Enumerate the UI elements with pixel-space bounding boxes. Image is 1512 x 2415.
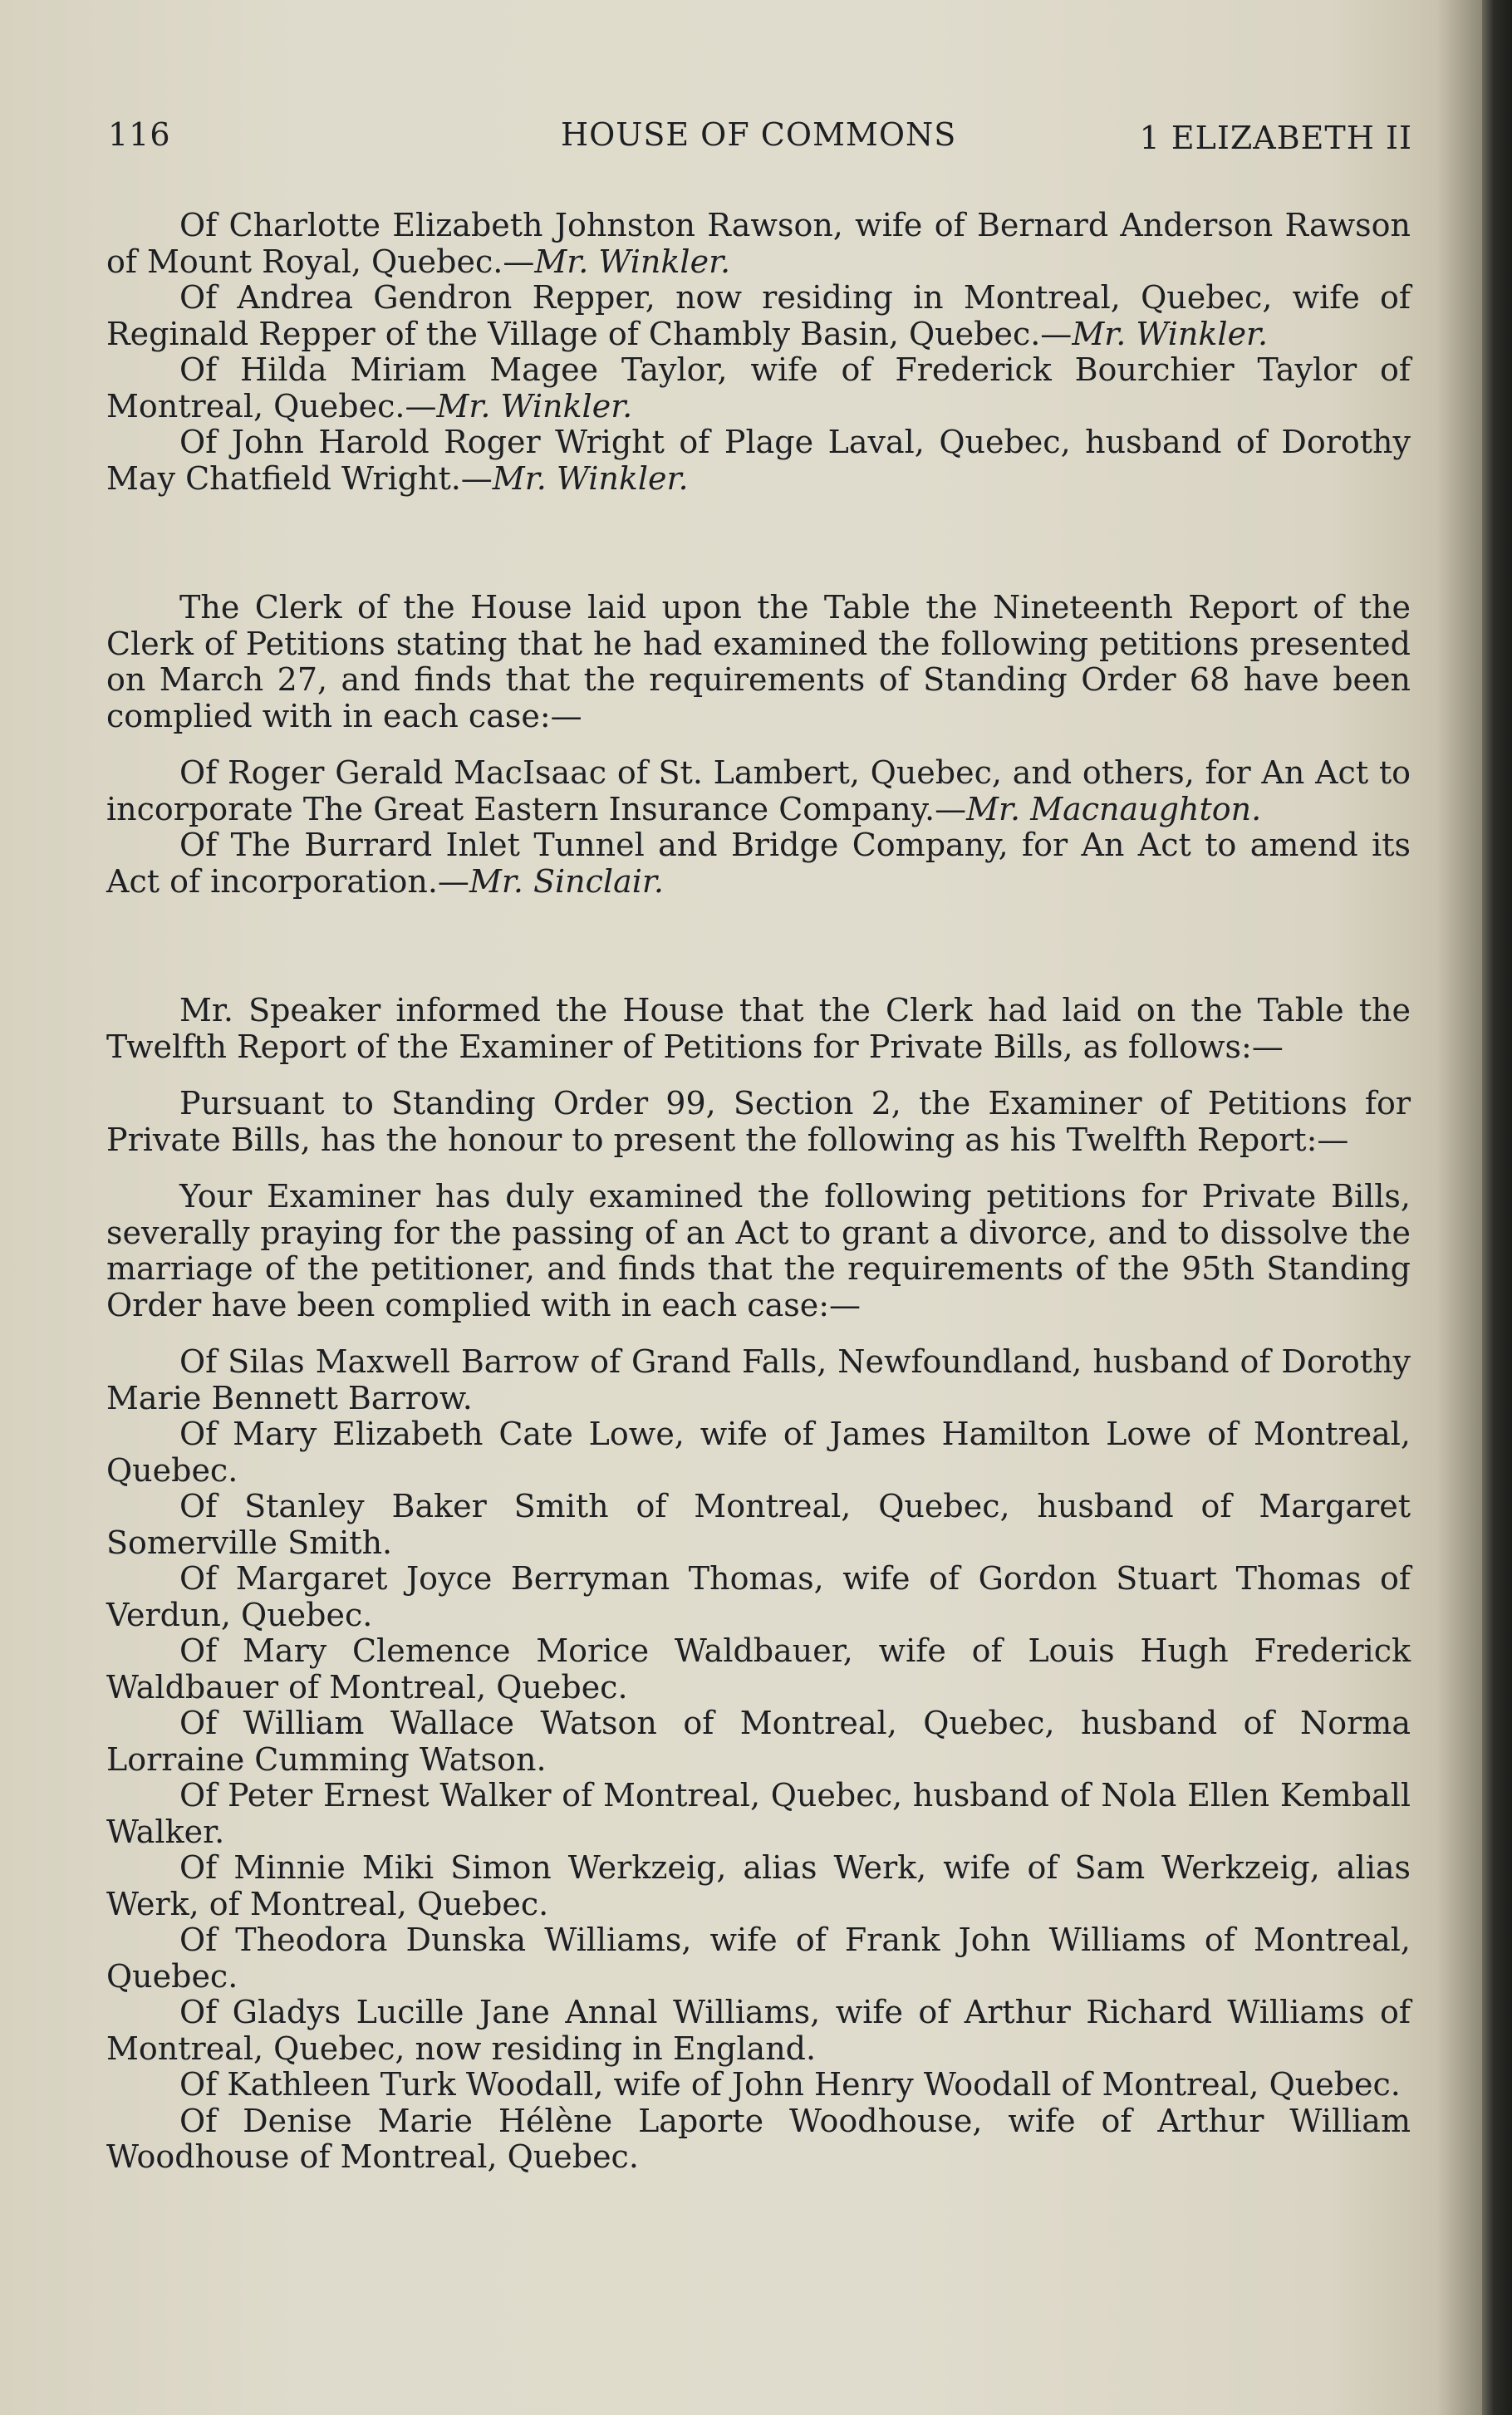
member-attribution: Mr. Winkler. — [1072, 315, 1269, 352]
speaker-intro: Mr. Speaker informed the House that the Clerk had laid on the Table the Twelfth Report of the Examiner of Petitions for Private Bills, as follows:— — [106, 992, 1411, 1065]
divorce-petition: Of William Wallace Watson of Montreal, Quebec, husband of Norma Lorraine Cumming Watson. — [106, 1705, 1411, 1778]
member-attribution: Mr. Winkler. — [492, 459, 689, 497]
section-gap — [106, 900, 1411, 993]
petition-entry: Of John Harold Roger Wright of Plage Laval, Quebec, husband of Dorothy May Chatfield Wright.—Mr. Winkler. — [106, 424, 1411, 497]
petition-entry: Of Andrea Gendron Repper, now residing in Montreal, Quebec, wife of Reginald Repper of the Village of Chambly Basin, Quebec.—Mr. Winkler. — [106, 279, 1411, 352]
divorce-petition: Of Stanley Baker Smith of Montreal, Quebec, husband of Margaret Somerville Smith. — [106, 1488, 1411, 1561]
clerk-report-intro: The Clerk of the House laid upon the Table the Nineteenth Report of the Clerk of Petitions stating that he had examined the following petitions presented on March 27, and finds that the requirements of Standing Order 68 have been complied with in each case:— — [106, 589, 1411, 734]
running-header — [108, 116, 1412, 158]
member-attribution: Mr. Winkler. — [436, 387, 633, 425]
member-attribution: Mr. Sinclair. — [469, 862, 664, 900]
petition-entry: Of Charlotte Elizabeth Johnston Rawson, wife of Bernard Anderson Rawson of Mount Royal, Quebec.—Mr. Winkler. — [106, 207, 1411, 280]
paragraph-gap — [106, 1065, 1411, 1086]
divorce-petition: Of Margaret Joyce Berryman Thomas, wife of Gordon Stuart Thomas of Verdun, Quebec. — [106, 1560, 1411, 1633]
divorce-petition: Of Theodora Dunska Williams, wife of Frank John Williams of Montreal, Quebec. — [106, 1922, 1411, 1995]
divorce-petition: Of Mary Clemence Morice Waldbauer, wife of Louis Hugh Frederick Waldbauer of Montreal, Quebec. — [106, 1632, 1411, 1706]
page-number: 116 — [108, 116, 171, 153]
paragraph-gap — [106, 734, 1411, 755]
divorce-petition: Of Minnie Miki Simon Werkzeig, alias Werk, wife of Sam Werkzeig, alias Werk, of Montreal, Quebec. — [106, 1849, 1411, 1922]
petition-entry: Of The Burrard Inlet Tunnel and Bridge Company, for An Act to amend its Act of incorporation.—Mr. Sinclair. — [106, 827, 1411, 900]
paragraph-gap — [106, 1323, 1411, 1344]
pursuant-paragraph: Pursuant to Standing Order 99, Section 2, the Examiner of Petitions for Private Bills, has the honour to present the following as his Twelfth Report:— — [106, 1085, 1411, 1158]
regnal-year: 1 ELIZABETH II — [1139, 120, 1412, 156]
divorce-petition: Of Gladys Lucille Jane Annal Williams, wife of Arthur Richard Williams of Montreal, Quebec, now residing in England. — [106, 1994, 1411, 2067]
petition-entry: Of Hilda Miriam Magee Taylor, wife of Frederick Bourchier Taylor of Montreal, Quebec.—Mr. Winkler. — [106, 351, 1411, 425]
section-gap — [106, 497, 1411, 590]
divorce-petition: Of Denise Marie Hélène Laporte Woodhouse, wife of Arthur William Woodhouse of Montreal, Quebec. — [106, 2102, 1411, 2175]
divorce-petition: Of Kathleen Turk Woodall, wife of John Henry Woodall of Montreal, Quebec. — [179, 2066, 1401, 2103]
divorce-petition: Of Mary Elizabeth Cate Lowe, wife of James Hamilton Lowe of Montreal, Quebec. — [106, 1416, 1411, 1489]
paragraph-gap — [106, 1158, 1411, 1179]
header-title: HOUSE OF COMMONS — [561, 116, 957, 153]
book-spine-shadow — [1482, 0, 1512, 2415]
member-attribution: Mr. Winkler. — [534, 243, 731, 280]
page-body — [106, 208, 1411, 2176]
divorce-petition: Of Peter Ernest Walker of Montreal, Quebec, husband of Nola Ellen Kemball Walker. — [106, 1777, 1411, 1850]
petition-entry: Of Roger Gerald MacIsaac of St. Lambert, Quebec, and others, for An Act to incorporate The Great Eastern Insurance Company.—Mr. Macnaughton. — [106, 754, 1411, 827]
examiner-paragraph: Your Examiner has duly examined the following petitions for Private Bills, severally praying for the passing of an Act to grant a divorce, and to dissolve the marriage of the petitioner, and finds that the requirements of the 95th Standing Order have been complied with in each case:— — [106, 1178, 1411, 1323]
divorce-petition: Of Silas Maxwell Barrow of Grand Falls, Newfoundland, husband of Dorothy Marie Bennett Barrow. — [106, 1343, 1411, 1416]
member-attribution: Mr. Macnaughton. — [966, 790, 1262, 827]
